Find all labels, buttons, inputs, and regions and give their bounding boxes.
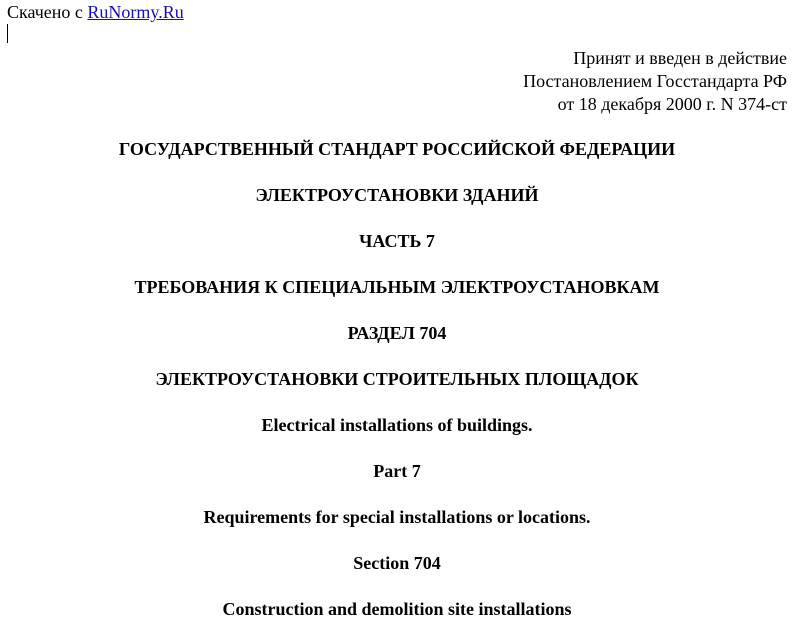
en-requirements-heading: Requirements for special installations or locations.: [203, 507, 591, 527]
ru-part-heading: ЧАСТЬ 7: [359, 231, 435, 251]
en-section-heading: Section 704: [353, 553, 441, 573]
approval-line-1: Принят и введен в действие: [573, 48, 787, 68]
ru-section-title-heading: ЭЛЕКТРОУСТАНОВКИ СТРОИТЕЛЬНЫХ ПЛОЩАДОК: [155, 369, 639, 389]
source-prefix: Скачено с: [7, 2, 83, 22]
runormy-link[interactable]: RuNormy.Ru: [87, 2, 184, 22]
ru-requirements-heading: ТРЕБОВАНИЯ К СПЕЦИАЛЬНЫМ ЭЛЕКТРОУСТАНОВКАМ: [134, 277, 660, 297]
source-line: [7, 2, 184, 22]
approval-line-2: Постановлением Госстандарта РФ: [523, 71, 787, 91]
approval-line-3: от 18 декабря 2000 г. N 374-ст: [557, 94, 787, 114]
ru-title-heading: ЭЛЕКТРОУСТАНОВКИ ЗДАНИЙ: [255, 185, 539, 205]
ru-section-heading: РАЗДЕЛ 704: [347, 323, 447, 343]
text-cursor: [7, 24, 8, 43]
en-section-title-heading: Construction and demolition site installations: [222, 599, 572, 619]
en-title-heading: Electrical installations of buildings.: [261, 415, 533, 435]
approval-block: [523, 47, 787, 116]
en-part-heading: Part 7: [373, 461, 421, 481]
state-standard-heading: ГОСУДАРСТВЕННЫЙ СТАНДАРТ РОССИЙСКОЙ ФЕДЕРАЦИИ: [118, 139, 676, 159]
